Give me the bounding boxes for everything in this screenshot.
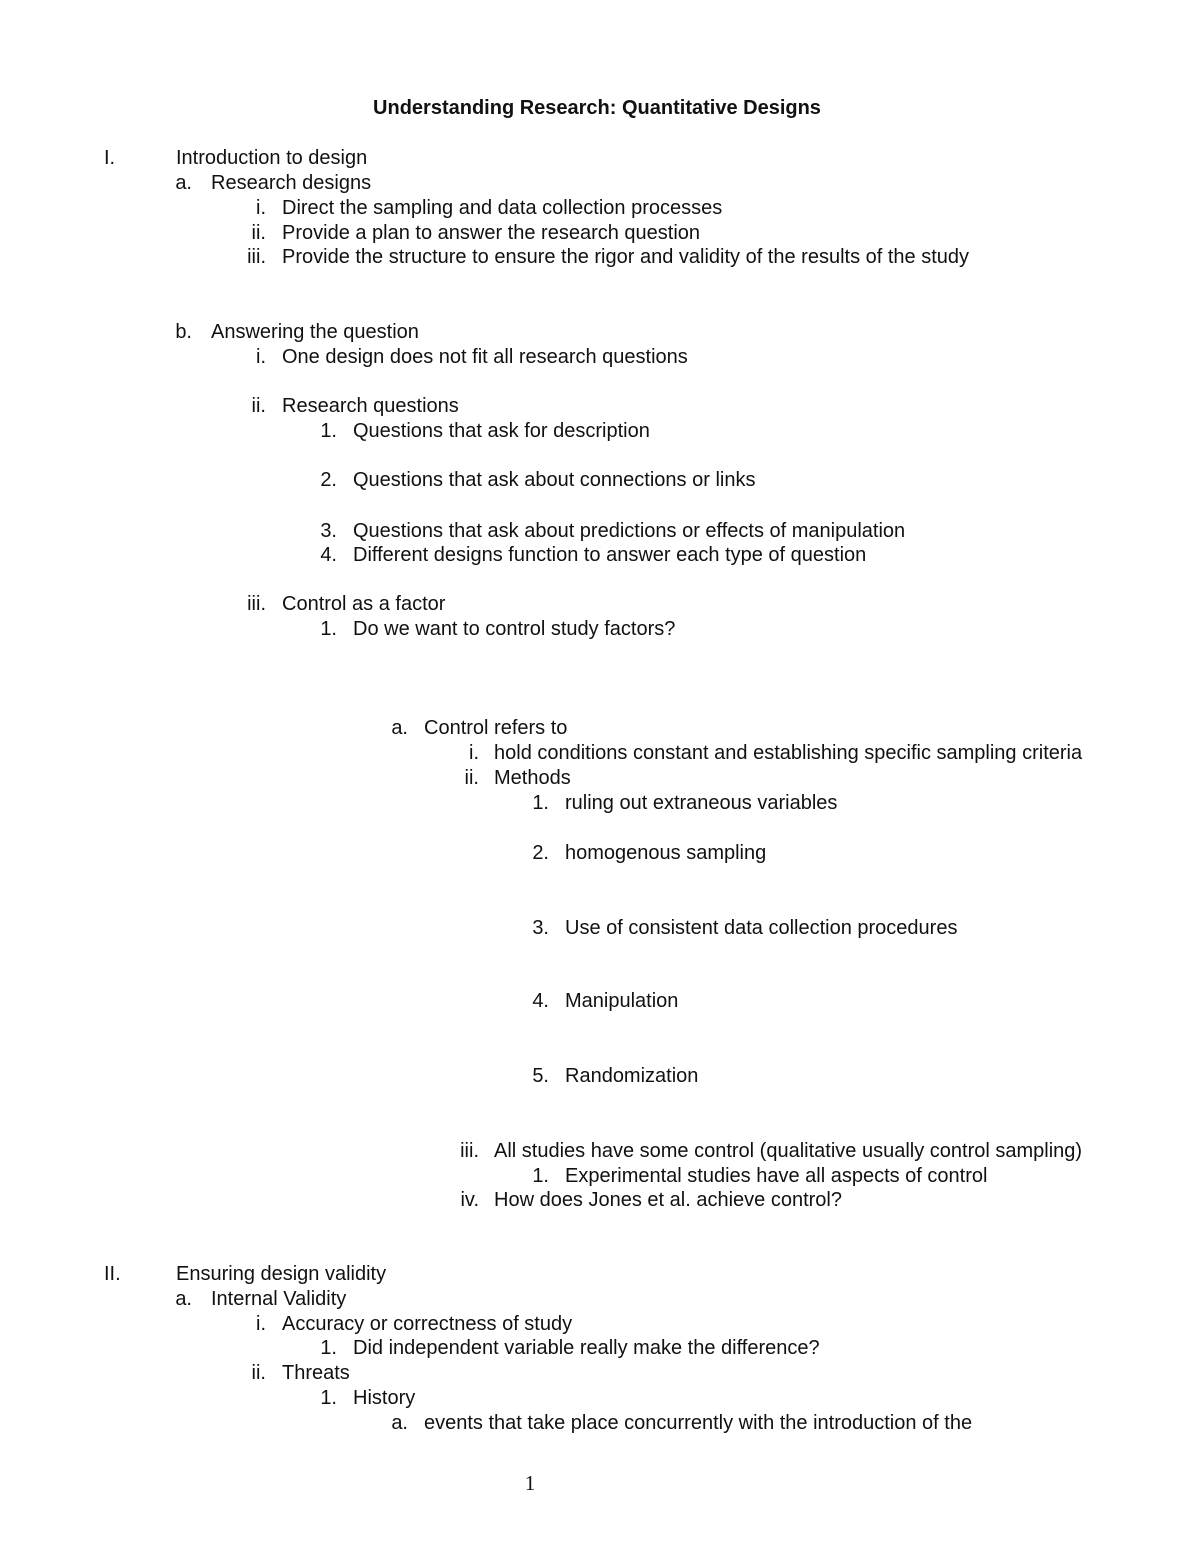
outline-text: Introduction to design [176, 147, 368, 169]
outline-marker: i. [469, 742, 479, 764]
outline-item [0, 196, 1190, 220]
page-number: 1 [524, 1471, 536, 1495]
outline-item [0, 221, 1190, 245]
outline-text: Research questions [282, 395, 459, 417]
outline-marker: i. [256, 197, 266, 219]
outline-item [0, 1262, 1190, 1286]
outline-marker: iii. [247, 593, 266, 615]
outline-marker: a. [391, 717, 408, 739]
outline-item [0, 1361, 1190, 1385]
outline-text: Control as a factor [282, 593, 446, 615]
outline-text: events that take place concurrently with the introduction of the [424, 1412, 973, 1434]
outline-marker: ii. [251, 222, 266, 244]
outline-text: Experimental studies have all aspects of control [565, 1165, 988, 1187]
outline-item [0, 791, 1190, 815]
outline-item [0, 1386, 1190, 1410]
outline-marker: iii. [247, 246, 266, 268]
outline-item [0, 419, 1190, 443]
outline-item [0, 766, 1190, 790]
outline-item [0, 1411, 1190, 1435]
outline-marker: ii. [464, 767, 479, 789]
outline-item [0, 245, 1190, 269]
outline-item [0, 171, 1190, 195]
outline-marker: i. [256, 346, 266, 368]
outline-marker: 1. [532, 1165, 549, 1187]
outline-text: ruling out extraneous variables [565, 792, 838, 814]
outline-marker: 2. [320, 469, 337, 491]
outline-marker: 3. [320, 520, 337, 542]
outline-text: Different designs function to answer each type of question [353, 544, 867, 566]
outline-text: Direct the sampling and data collection processes [282, 197, 723, 219]
outline-item [0, 716, 1190, 740]
outline-text: Control refers to [424, 717, 568, 739]
outline-text: Provide a plan to answer the research question [282, 222, 701, 244]
outline-marker: 1. [320, 1387, 337, 1409]
outline-text: Questions that ask about connections or links [353, 469, 756, 491]
outline-marker: i. [256, 1313, 266, 1335]
outline-text: Randomization [565, 1065, 699, 1087]
outline-item [0, 146, 1190, 170]
outline-marker: 4. [532, 990, 549, 1012]
outline-marker: iv. [460, 1189, 479, 1211]
outline-item [0, 1139, 1190, 1163]
outline-text: Threats [282, 1362, 350, 1384]
outline-text: Use of consistent data collection procedures [565, 917, 958, 939]
outline-text: Provide the structure to ensure the rigor and validity of the results of the study [282, 246, 970, 268]
outline-text: History [353, 1387, 416, 1409]
outline-item [0, 1188, 1190, 1212]
outline-item [0, 320, 1190, 344]
outline-item [0, 741, 1190, 765]
outline-item [0, 989, 1190, 1013]
outline-text: hold conditions constant and establishing specific sampling criteria [494, 742, 1083, 764]
outline-marker: ii. [251, 395, 266, 417]
outline-marker: 1. [320, 618, 337, 640]
outline-marker: 5. [532, 1065, 549, 1087]
outline-item [0, 841, 1190, 865]
outline-text: One design does not fit all research questions [282, 346, 688, 368]
outline-item [0, 1164, 1190, 1188]
outline-item [0, 916, 1190, 940]
outline-item [0, 1336, 1190, 1360]
outline-text: How does Jones et al. achieve control? [494, 1189, 842, 1211]
outline-item [0, 1312, 1190, 1336]
outline-marker: 1. [320, 1337, 337, 1359]
outline-text: homogenous sampling [565, 842, 767, 864]
outline-marker: 4. [320, 544, 337, 566]
outline-text: All studies have some control (qualitative usually control sampling) [494, 1140, 1083, 1162]
outline-marker: 1. [320, 420, 337, 442]
outline-marker: ii. [251, 1362, 266, 1384]
outline-marker: b. [175, 321, 192, 343]
outline-text: Questions that ask for description [353, 420, 650, 442]
outline-text: Research designs [211, 172, 372, 194]
outline-item [0, 468, 1190, 492]
outline-item [0, 1287, 1190, 1311]
outline-text: Do we want to control study factors? [353, 618, 676, 640]
outline-marker: 3. [532, 917, 549, 939]
outline-marker: I. [104, 147, 116, 169]
outline-text: Methods [494, 767, 571, 789]
outline-marker: a. [391, 1412, 408, 1434]
outline-item [0, 1064, 1190, 1088]
outline-marker: iii. [460, 1140, 479, 1162]
outline-text: Manipulation [565, 990, 679, 1012]
outline-text: Did independent variable really make the difference? [353, 1337, 820, 1359]
outline-text: Internal Validity [211, 1288, 347, 1310]
outline-item [0, 519, 1190, 543]
outline-text: Questions that ask about predictions or effects of manipulation [353, 520, 906, 542]
outline-marker: a. [175, 172, 192, 194]
outline-marker: II. [104, 1263, 121, 1285]
outline-text: Answering the question [211, 321, 419, 343]
outline-item [0, 543, 1190, 567]
outline-item [0, 592, 1190, 616]
outline-marker: 1. [532, 792, 549, 814]
outline-text: Accuracy or correctness of study [282, 1313, 573, 1335]
outline-item [0, 345, 1190, 369]
outline-marker: a. [175, 1288, 192, 1310]
outline-item [0, 617, 1190, 641]
outline-item [0, 394, 1190, 418]
document-title: Understanding Research: Quantitative Designs [373, 97, 821, 119]
outline-marker: 2. [532, 842, 549, 864]
outline-text: Ensuring design validity [176, 1263, 387, 1285]
